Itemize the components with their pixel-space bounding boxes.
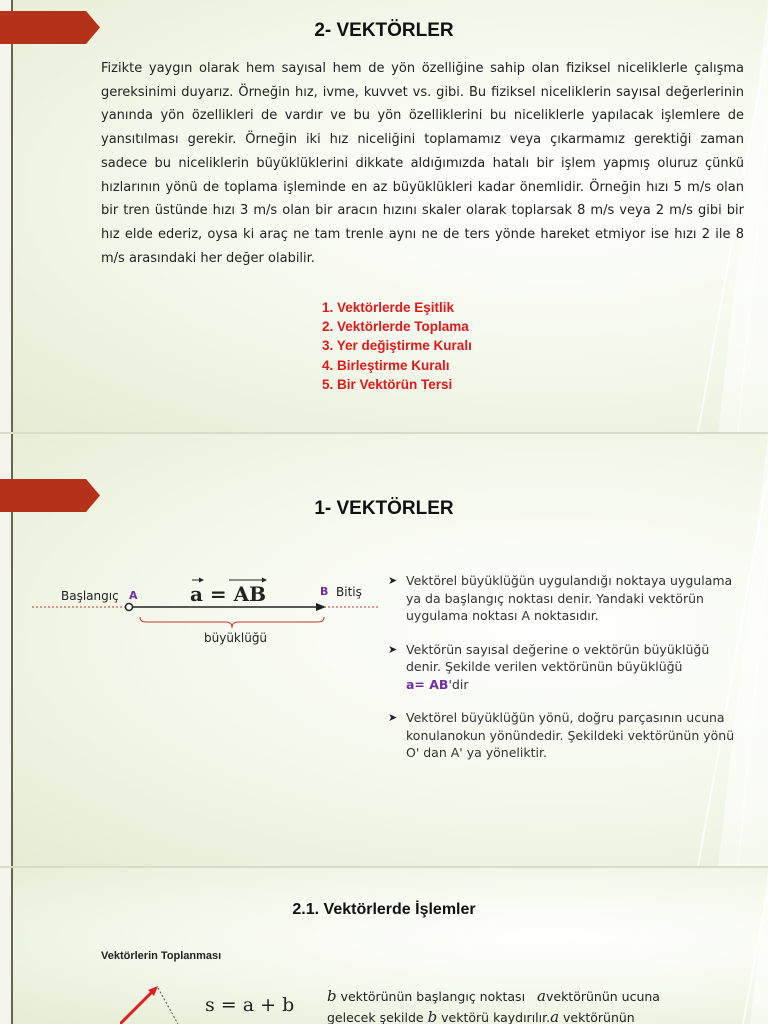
section-title: 1- VEKTÖRLER bbox=[314, 498, 454, 519]
vector-drawing bbox=[0, 434, 380, 674]
arrow-bullet-icon: ➤ bbox=[388, 642, 398, 656]
point-b-label: B bbox=[320, 585, 329, 598]
start-label: Başlangıç bbox=[61, 589, 119, 603]
slide-vektor-islemler bbox=[0, 868, 768, 1024]
topic-item[interactable]: 4. Birleştirme Kuralı bbox=[322, 357, 450, 373]
sum-equation: s = a + b bbox=[205, 994, 295, 1016]
definition-bullets bbox=[388, 572, 748, 778]
magnitude-label: büyüklüğü bbox=[204, 631, 268, 645]
arrow-bullet-icon: ➤ bbox=[388, 711, 398, 724]
left-rule bbox=[11, 868, 13, 1024]
end-label: Bitiş bbox=[336, 585, 362, 599]
vector-equation: a = AB bbox=[190, 582, 267, 606]
intro-paragraph: Fizikte yaygın olarak hem sayısal hem de yön özelliğine sahip olan fiziksel niceliklerle çalışma gereksinimi duyarız. Örneğin hız, ivme, kuvvet vs. gibi. Bu fiziksel niceliklerin sayısal değerlerinin yanında yön özellikleri de vardır ve bu yön özelliklerini bu niceliklerle yapılacak işlemlere de yansıtılması gerekir. Örneğin iki hız niceliğini toplamamız veya çıkarmamız gerektiği zaman sadece bu niceliklerin büyüklüklerini dikkate aldığımızda hatalı bir işlem yapmış oluruz çünkü hızlarının yönü de toplama işleminde en az büyüklükleri kadar önemlidir. Örneğin hızı 5 m/s olan bir tren üstünde hızı 3 m/s olan bir aracın hızını skaler olarak toplarsak 8 m/s veya 2 m/s gibi bir hız elde ederiz, oysa ki araç ne tam trenle aynı ne de ters yönde hareket etmiyor ise hızı 2 ile 8 m/s arasındaki her değer olabilir. bbox=[101, 61, 744, 266]
slide-vektorler-definition bbox=[0, 434, 768, 866]
slide-vektorler-intro bbox=[0, 0, 768, 432]
operation-text: b vektörünün başlangıç noktası avektörünün ucuna gelecek şekilde b vektörü kaydırılır.a vektörünün bbox=[327, 987, 660, 1024]
vector-sum-drawing bbox=[120, 980, 180, 1024]
bullet-item: ➤ Vektörel büyüklüğün yönü, doğru parçasının ucuna konulanokun yönündedir. Şekildeki vektörünün yönü O' dan A' ya yöneliktir. bbox=[388, 710, 735, 760]
topic-list bbox=[322, 298, 472, 394]
left-rule bbox=[11, 0, 13, 432]
bullet-item: ➤ Vektörel büyüklüğün uygulandığı noktaya uygulama ya da başlangıç noktası denir. Yandaki vektörün uygulama noktası A noktasıdır. bbox=[388, 573, 733, 623]
subsection-label: Vektörlerin Toplanması bbox=[101, 950, 222, 962]
bullet-item: ➤ Vektörün sayısal değerine o vektörün büyüklüğü denir. Şekilde verilen vektörünün büyüklüğü a= AB'dir bbox=[388, 641, 710, 692]
arrow-bullet-icon: ➤ bbox=[388, 574, 398, 587]
topic-item[interactable]: 3. Yer değiştirme Kuralı bbox=[322, 338, 472, 354]
page-title: 2- VEKTÖRLER bbox=[314, 20, 454, 41]
topic-item[interactable]: 1. Vektörlerde Eşitlik bbox=[322, 300, 455, 315]
magnitude-formula: a= AB bbox=[406, 676, 449, 692]
topic-item[interactable]: 2. Vektörlerde Toplama bbox=[322, 319, 469, 335]
point-a-label: A bbox=[129, 589, 138, 602]
topic-item[interactable]: 5. Bir Vektörün Tersi bbox=[322, 376, 453, 392]
section-title: 2.1. Vektörlerde İşlemler bbox=[292, 901, 476, 918]
